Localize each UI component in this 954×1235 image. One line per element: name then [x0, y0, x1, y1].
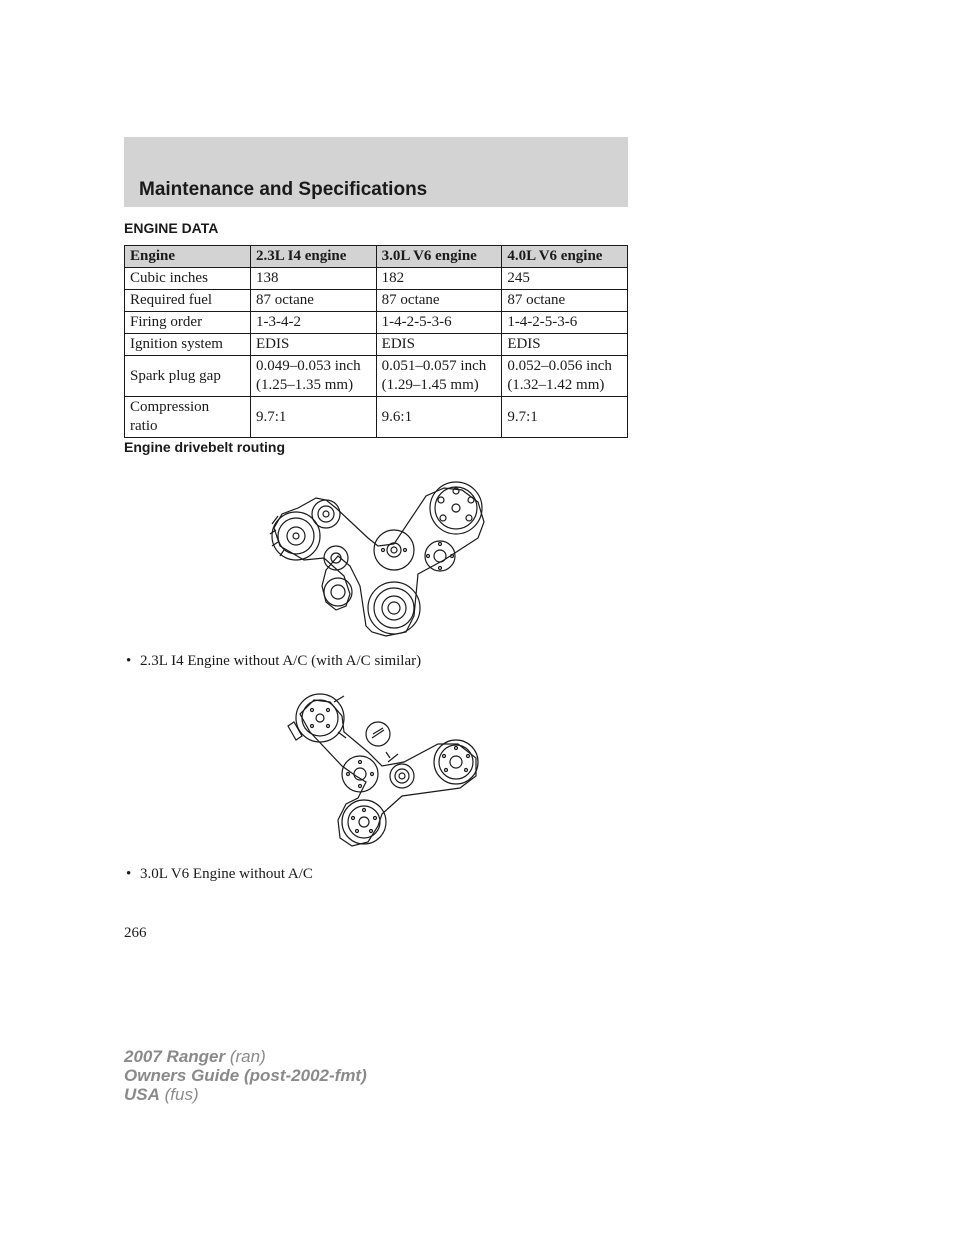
bullet-icon: •: [126, 653, 132, 669]
diagram-caption-3-0l: [126, 866, 313, 883]
section-header-band: [124, 137, 628, 207]
cell-line: (1.25–1.35 mm): [256, 377, 354, 393]
drivebelt-diagram-3-0l: [282, 692, 482, 848]
page-number: 266: [124, 925, 147, 941]
lower-idler-pulley: [324, 578, 352, 606]
row-label: [125, 397, 251, 438]
cell-line: (1.32–1.42 mm): [507, 377, 605, 393]
engine-data-table: [124, 245, 628, 438]
document-footer: [124, 1047, 367, 1104]
table-row: [125, 356, 628, 397]
table-cell: 245: [502, 268, 628, 290]
table-cell: 182: [376, 268, 502, 290]
cell-line: ratio: [130, 418, 158, 434]
footer-line: [124, 1047, 367, 1066]
table-cell: 87 octane: [376, 290, 502, 312]
table-header-cell: 2.3L I4 engine: [251, 246, 377, 268]
footer-model: 2007 Ranger: [124, 1047, 226, 1066]
footer-market: USA: [124, 1085, 160, 1104]
caption-text: 3.0L V6 Engine without A/C: [140, 866, 313, 882]
crankshaft-pulley: [368, 582, 420, 634]
drivebelt-diagram-2-3l: [266, 476, 492, 642]
table-row: [125, 312, 628, 334]
table-cell: [502, 356, 628, 397]
power-steering-pulley: [374, 530, 414, 570]
table-header-cell: 3.0L V6 engine: [376, 246, 502, 268]
drivebelt-heading: Engine drivebelt routing: [124, 439, 286, 455]
table-cell: 1-3-4-2: [251, 312, 377, 334]
bullet-icon: •: [126, 866, 132, 882]
table-cell: [376, 356, 502, 397]
alternator-pulley: [288, 694, 346, 742]
footer-line: [124, 1085, 367, 1104]
table-cell: 138: [251, 268, 377, 290]
belt-path: [300, 700, 476, 846]
table-cell: EDIS: [376, 334, 502, 356]
table-cell: EDIS: [502, 334, 628, 356]
row-label: Spark plug gap: [125, 356, 251, 397]
row-label: Ignition system: [125, 334, 251, 356]
page-title: Maintenance and Specifications: [139, 179, 428, 200]
caption-text: 2.3L I4 Engine without A/C (with A/C similar): [140, 653, 422, 669]
table-cell: 87 octane: [502, 290, 628, 312]
table-cell: 1-4-2-5-3-6: [376, 312, 502, 334]
power-steering-pulley: [342, 756, 378, 792]
idler-pulley: [366, 722, 390, 746]
table-cell: [251, 356, 377, 397]
idler-pulley: [312, 500, 340, 528]
water-pump-pulley: [434, 740, 478, 784]
engine-data-heading: ENGINE DATA: [124, 220, 219, 236]
footer-line: [124, 1066, 367, 1085]
table-cell: EDIS: [251, 334, 377, 356]
row-label: Cubic inches: [125, 268, 251, 290]
table-cell: 87 octane: [251, 290, 377, 312]
cell-line: (1.29–1.45 mm): [381, 377, 479, 393]
table-cell: 1-4-2-5-3-6: [502, 312, 628, 334]
row-label: Firing order: [125, 312, 251, 334]
table-header-row: [125, 246, 628, 268]
table-cell: 9.7:1: [251, 397, 377, 438]
footer-market-code: (fus): [164, 1085, 199, 1104]
table-header-cell: Engine: [125, 246, 251, 268]
table-header-cell: 4.0L V6 engine: [502, 246, 628, 268]
footer-model-code: (ran): [229, 1047, 266, 1066]
table-row: [125, 268, 628, 290]
cell-line: 0.049–0.053 inch: [256, 358, 361, 374]
table-row: [125, 334, 628, 356]
row-label: Required fuel: [125, 290, 251, 312]
cell-line: Compression: [130, 399, 210, 415]
table-cell: 9.7:1: [502, 397, 628, 438]
alternator-pulley: [425, 541, 455, 571]
table-row: [125, 290, 628, 312]
table-row: [125, 397, 628, 438]
diagram-caption-2-3l: [126, 653, 421, 670]
cell-line: 0.052–0.056 inch: [507, 358, 612, 374]
tensioner-pulley: [386, 752, 414, 788]
footer-guide: Owners Guide (post-2002-fmt): [124, 1066, 367, 1085]
cell-line: 0.051–0.057 inch: [381, 358, 487, 374]
table-cell: 9.6:1: [376, 397, 502, 438]
